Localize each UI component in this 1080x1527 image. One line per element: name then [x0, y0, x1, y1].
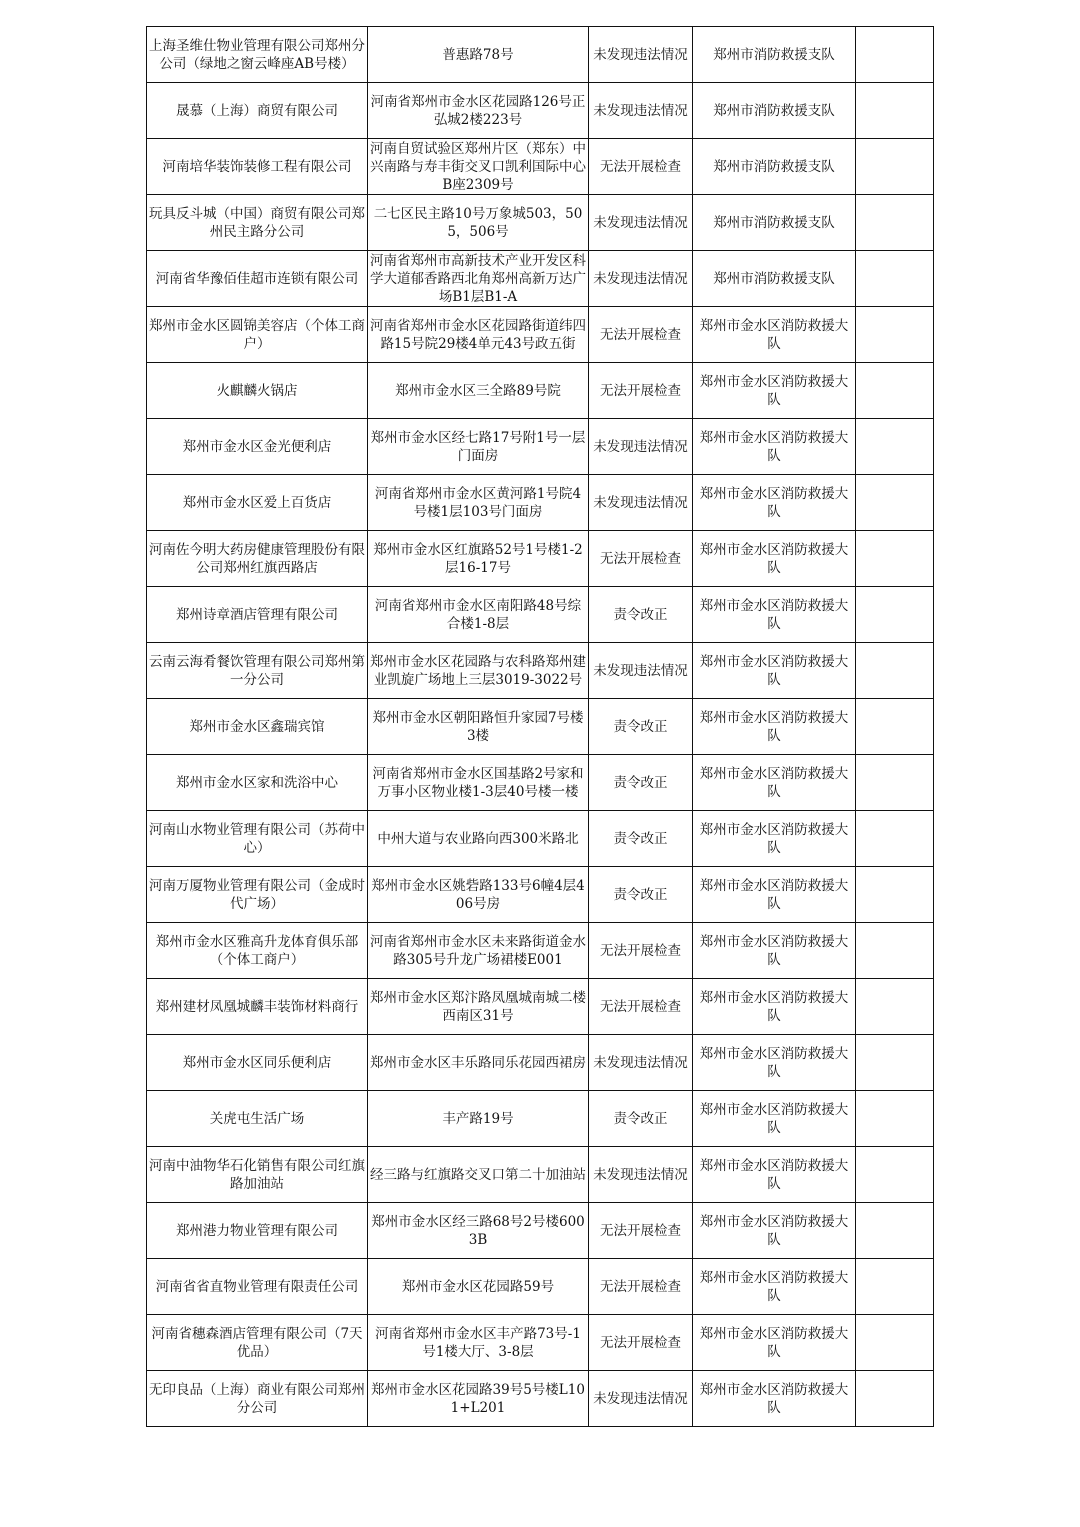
address-cell: 河南省郑州市金水区黄河路1号院4号楼1层103号门面房	[368, 475, 589, 531]
table-body	[147, 27, 934, 1427]
address-cell: 河南省郑州市金水区花园路126号正弘城2楼223号	[368, 83, 589, 139]
address-cell: 河南自贸试验区郑州片区（郑东）中兴南路与寿丰街交叉口凯利国际中心B座2309号	[368, 139, 589, 195]
inspection-result-cell: 无法开展检查	[589, 139, 693, 195]
inspection-result-cell: 无法开展检查	[589, 1259, 693, 1315]
address-cell: 郑州市金水区花园路与农科路郑州建业凯旋广场地上三层3019-3022号	[368, 643, 589, 699]
inspecting-department-cell: 郑州市金水区消防救援大队	[693, 419, 856, 475]
inspection-result-cell: 责令改正	[589, 699, 693, 755]
remarks-cell	[856, 475, 934, 531]
table-row	[147, 587, 934, 643]
table-row	[147, 867, 934, 923]
remarks-cell	[856, 27, 934, 83]
table-row	[147, 755, 934, 811]
inspecting-department-cell: 郑州市金水区消防救援大队	[693, 1259, 856, 1315]
company-name-cell: 晟慕（上海）商贸有限公司	[147, 83, 368, 139]
inspection-result-cell: 责令改正	[589, 755, 693, 811]
inspecting-department-cell: 郑州市金水区消防救援大队	[693, 307, 856, 363]
table-row	[147, 979, 934, 1035]
remarks-cell	[856, 1091, 934, 1147]
company-name-cell: 河南培华装饰装修工程有限公司	[147, 139, 368, 195]
company-name-cell: 河南万厦物业管理有限公司（金成时代广场）	[147, 867, 368, 923]
inspecting-department-cell: 郑州市金水区消防救援大队	[693, 1091, 856, 1147]
company-name-cell: 郑州港力物业管理有限公司	[147, 1203, 368, 1259]
company-name-cell: 郑州市金水区雅高升龙体育俱乐部（个体工商户）	[147, 923, 368, 979]
inspection-result-cell: 无法开展检查	[589, 363, 693, 419]
address-cell: 郑州市金水区花园路59号	[368, 1259, 589, 1315]
company-name-cell: 郑州市金水区家和洗浴中心	[147, 755, 368, 811]
table-row	[147, 923, 934, 979]
inspecting-department-cell: 郑州市金水区消防救援大队	[693, 923, 856, 979]
remarks-cell	[856, 699, 934, 755]
inspecting-department-cell: 郑州市金水区消防救援大队	[693, 811, 856, 867]
remarks-cell	[856, 1035, 934, 1091]
address-cell: 郑州市金水区郑汴路凤凰城南城二楼西南区31号	[368, 979, 589, 1035]
table-row	[147, 1315, 934, 1371]
company-name-cell: 河南省省直物业管理有限责任公司	[147, 1259, 368, 1315]
inspection-result-cell: 责令改正	[589, 867, 693, 923]
company-name-cell: 河南佐今明大药房健康管理股份有限公司郑州红旗西路店	[147, 531, 368, 587]
inspecting-department-cell: 郑州市金水区消防救援大队	[693, 1203, 856, 1259]
remarks-cell	[856, 979, 934, 1035]
inspection-result-cell: 未发现违法情况	[589, 1035, 693, 1091]
remarks-cell	[856, 811, 934, 867]
inspection-result-cell: 责令改正	[589, 587, 693, 643]
company-name-cell: 河南省华豫佰佳超市连锁有限公司	[147, 251, 368, 307]
inspection-result-cell: 未发现违法情况	[589, 195, 693, 251]
table-row	[147, 1259, 934, 1315]
address-cell: 郑州市金水区朝阳路恒升家园7号楼3楼	[368, 699, 589, 755]
table-row	[147, 139, 934, 195]
inspection-result-cell: 责令改正	[589, 1091, 693, 1147]
table-row	[147, 531, 934, 587]
inspection-result-cell: 无法开展检查	[589, 1203, 693, 1259]
address-cell: 郑州市金水区红旗路52号1号楼1-2层16-17号	[368, 531, 589, 587]
address-cell: 郑州市金水区经七路17号附1号一层门面房	[368, 419, 589, 475]
inspection-result-cell: 无法开展检查	[589, 307, 693, 363]
address-cell: 郑州市金水区姚砦路133号6幢4层406号房	[368, 867, 589, 923]
inspecting-department-cell: 郑州市消防救援支队	[693, 27, 856, 83]
inspection-result-cell: 责令改正	[589, 811, 693, 867]
inspection-result-cell: 无法开展检查	[589, 1315, 693, 1371]
remarks-cell	[856, 1259, 934, 1315]
company-name-cell: 河南中油物华石化销售有限公司红旗路加油站	[147, 1147, 368, 1203]
company-name-cell: 郑州市金水区圆锦美容店（个体工商户）	[147, 307, 368, 363]
inspecting-department-cell: 郑州市金水区消防救援大队	[693, 587, 856, 643]
inspecting-department-cell: 郑州市金水区消防救援大队	[693, 755, 856, 811]
company-name-cell: 玩具反斗城（中国）商贸有限公司郑州民主路分公司	[147, 195, 368, 251]
address-cell: 郑州市金水区三全路89号院	[368, 363, 589, 419]
remarks-cell	[856, 643, 934, 699]
address-cell: 河南省郑州市金水区国基路2号家和万事小区物业楼1-3层40号楼一楼	[368, 755, 589, 811]
remarks-cell	[856, 531, 934, 587]
remarks-cell	[856, 1371, 934, 1427]
remarks-cell	[856, 923, 934, 979]
address-cell: 二七区民主路10号万象城503，505，506号	[368, 195, 589, 251]
address-cell: 经三路与红旗路交叉口第二十加油站	[368, 1147, 589, 1203]
company-name-cell: 上海圣维仕物业管理有限公司郑州分公司（绿地之窗云峰座AB号楼）	[147, 27, 368, 83]
company-name-cell: 郑州市金水区鑫瑞宾馆	[147, 699, 368, 755]
company-name-cell: 河南山水物业管理有限公司（苏荷中心）	[147, 811, 368, 867]
table-row	[147, 475, 934, 531]
table-row	[147, 419, 934, 475]
remarks-cell	[856, 755, 934, 811]
inspection-result-cell: 未发现违法情况	[589, 83, 693, 139]
inspecting-department-cell: 郑州市消防救援支队	[693, 195, 856, 251]
inspection-result-cell: 无法开展检查	[589, 923, 693, 979]
address-cell: 河南省郑州市金水区南阳路48号综合楼1-8层	[368, 587, 589, 643]
inspecting-department-cell: 郑州市金水区消防救援大队	[693, 1147, 856, 1203]
company-name-cell: 云南云海肴餐饮管理有限公司郑州第一分公司	[147, 643, 368, 699]
company-name-cell: 郑州诗章酒店管理有限公司	[147, 587, 368, 643]
table-row	[147, 363, 934, 419]
table-row	[147, 699, 934, 755]
inspecting-department-cell: 郑州市金水区消防救援大队	[693, 699, 856, 755]
address-cell: 河南省郑州市金水区未来路街道金水路305号升龙广场裙楼E001	[368, 923, 589, 979]
inspecting-department-cell: 郑州市金水区消防救援大队	[693, 531, 856, 587]
inspection-result-cell: 未发现违法情况	[589, 643, 693, 699]
inspecting-department-cell: 郑州市金水区消防救援大队	[693, 867, 856, 923]
remarks-cell	[856, 1203, 934, 1259]
remarks-cell	[856, 83, 934, 139]
table-row	[147, 643, 934, 699]
address-cell: 河南省郑州市金水区花园路街道纬四路15号院29楼4单元43号政五街	[368, 307, 589, 363]
inspection-result-cell: 未发现违法情况	[589, 27, 693, 83]
inspection-result-cell: 无法开展检查	[589, 979, 693, 1035]
address-cell: 郑州市金水区经三路68号2号楼6003B	[368, 1203, 589, 1259]
table-row	[147, 1203, 934, 1259]
inspecting-department-cell: 郑州市金水区消防救援大队	[693, 363, 856, 419]
inspecting-department-cell: 郑州市金水区消防救援大队	[693, 643, 856, 699]
table-row	[147, 1147, 934, 1203]
inspecting-department-cell: 郑州市金水区消防救援大队	[693, 1371, 856, 1427]
company-name-cell: 无印良品（上海）商业有限公司郑州分公司	[147, 1371, 368, 1427]
remarks-cell	[856, 1147, 934, 1203]
inspection-result-cell: 未发现违法情况	[589, 419, 693, 475]
address-cell: 河南省郑州市高新技术产业开发区科学大道郁香路西北角郑州高新万达广场B1层B1-A	[368, 251, 589, 307]
remarks-cell	[856, 867, 934, 923]
table-row	[147, 251, 934, 307]
remarks-cell	[856, 195, 934, 251]
company-name-cell: 火麒麟火锅店	[147, 363, 368, 419]
table-row	[147, 1035, 934, 1091]
inspecting-department-cell: 郑州市金水区消防救援大队	[693, 979, 856, 1035]
address-cell: 普惠路78号	[368, 27, 589, 83]
table-row	[147, 27, 934, 83]
table-row	[147, 1091, 934, 1147]
inspecting-department-cell: 郑州市消防救援支队	[693, 139, 856, 195]
remarks-cell	[856, 419, 934, 475]
address-cell: 丰产路19号	[368, 1091, 589, 1147]
inspecting-department-cell: 郑州市金水区消防救援大队	[693, 475, 856, 531]
company-name-cell: 郑州市金水区金光便利店	[147, 419, 368, 475]
remarks-cell	[856, 139, 934, 195]
company-name-cell: 河南省穗森酒店管理有限公司（7天优品）	[147, 1315, 368, 1371]
table-row	[147, 811, 934, 867]
table-row	[147, 307, 934, 363]
company-name-cell: 郑州建材凤凰城麟丰装饰材料商行	[147, 979, 368, 1035]
inspecting-department-cell: 郑州市金水区消防救援大队	[693, 1315, 856, 1371]
inspection-result-cell: 未发现违法情况	[589, 1371, 693, 1427]
company-name-cell: 郑州市金水区同乐便利店	[147, 1035, 368, 1091]
inspection-result-cell: 未发现违法情况	[589, 251, 693, 307]
remarks-cell	[856, 1315, 934, 1371]
remarks-cell	[856, 587, 934, 643]
table-row	[147, 195, 934, 251]
inspecting-department-cell: 郑州市金水区消防救援大队	[693, 1035, 856, 1091]
inspection-result-cell: 无法开展检查	[589, 531, 693, 587]
remarks-cell	[856, 363, 934, 419]
inspecting-department-cell: 郑州市消防救援支队	[693, 251, 856, 307]
remarks-cell	[856, 307, 934, 363]
inspection-results-table	[146, 26, 934, 1427]
inspecting-department-cell: 郑州市消防救援支队	[693, 83, 856, 139]
company-name-cell: 关虎屯生活广场	[147, 1091, 368, 1147]
table-row	[147, 83, 934, 139]
table-row	[147, 1371, 934, 1427]
address-cell: 中州大道与农业路向西300米路北	[368, 811, 589, 867]
address-cell: 郑州市金水区花园路39号5号楼L101+L201	[368, 1371, 589, 1427]
inspection-result-cell: 未发现违法情况	[589, 1147, 693, 1203]
remarks-cell	[856, 251, 934, 307]
address-cell: 河南省郑州市金水区丰产路73号-1号1楼大厅、3-8层	[368, 1315, 589, 1371]
inspection-result-cell: 未发现违法情况	[589, 475, 693, 531]
company-name-cell: 郑州市金水区爱上百货店	[147, 475, 368, 531]
address-cell: 郑州市金水区丰乐路同乐花园西裙房	[368, 1035, 589, 1091]
